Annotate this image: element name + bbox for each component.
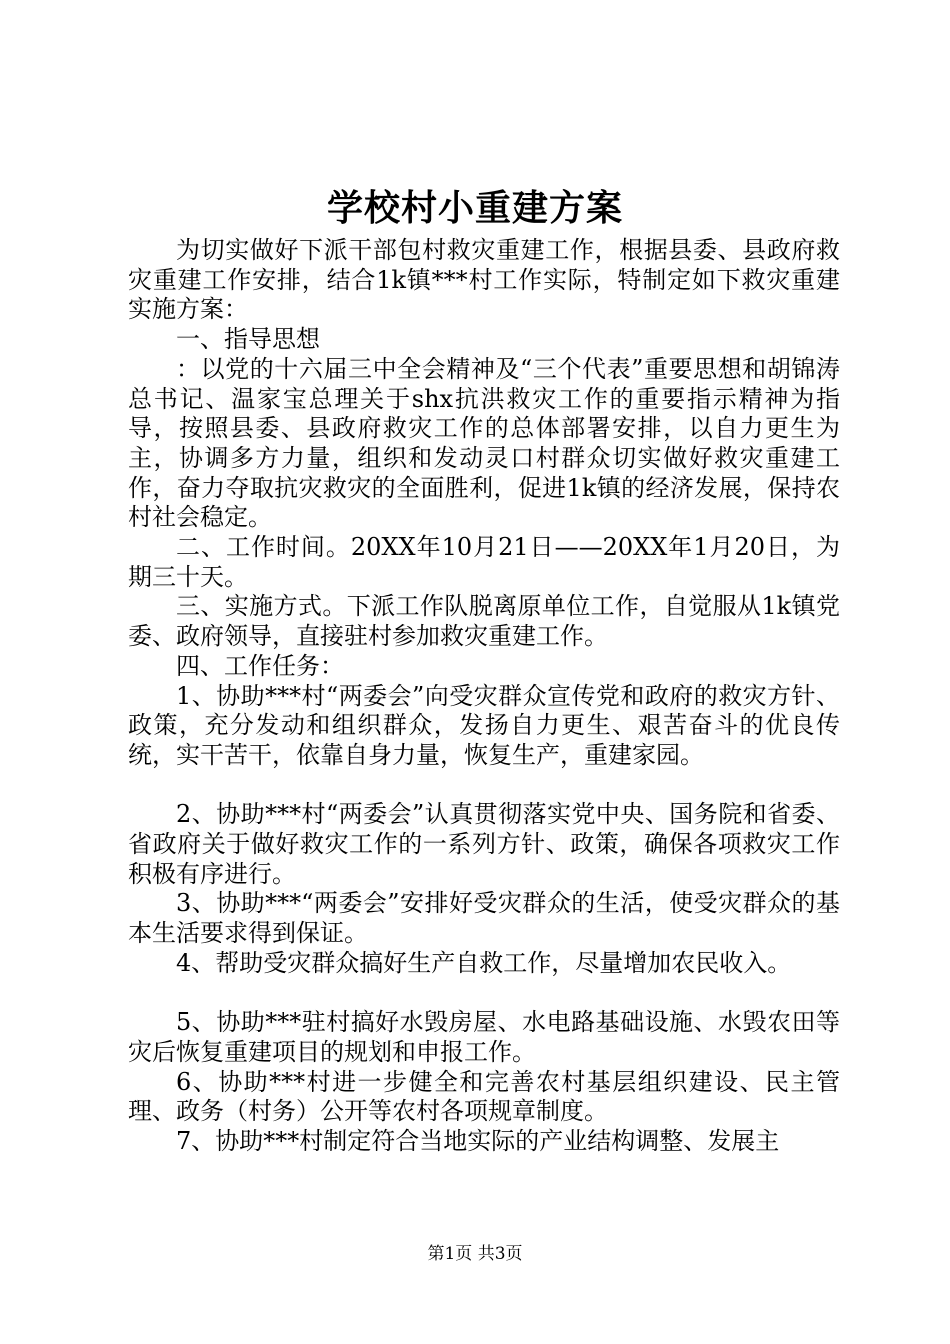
paragraph-intro: 为切实做好下派干部包村救灾重建工作，根据县委、县政府救灾重建工作安排，结合1k镇***村工作实际，特制定如下救灾重建实施方案： xyxy=(128,236,840,324)
task-item-6: 6、协助***村进一步健全和完善农村基层组织建设、民主管理、政务（村务）公开等农村各项规章制度。 xyxy=(128,1067,840,1126)
paragraph-guiding-ideology: ：以党的十六届三中全会精神及“三个代表”重要思想和胡锦涛总书记、温家宝总理关于shx抗洪救灾工作的重要指示精神为指导，按照县委、县政府救灾工作的总体部署安排，以自力更生为主，协调多方力量，组织和发动灵口村群众切实做好救灾重建工作，奋力夺取抗灾救灾的全面胜利，促进1k镇的经济发展，保持农村社会稳定。 xyxy=(128,354,840,532)
page-footer: 第1页 共3页 xyxy=(427,1244,523,1264)
task-item-1: 1、协助***村“两委会”向受灾群众宣传党和政府的救灾方针、政策，充分发动和组织群众，发扬自力更生、艰苦奋斗的优良传统，实干苦干，依靠自身力量，恢复生产，重建家园。 xyxy=(128,681,840,769)
task-item-3: 3、协助***“两委会”安排好受灾群众的生活，使受灾群众的基本生活要求得到保证。 xyxy=(128,889,840,948)
task-item-4: 4、帮助受灾群众搞好生产自救工作，尽量增加农民收入。 xyxy=(176,948,792,977)
paragraph-work-time: 二、工作时间。20XX年10月21日——20XX年1月20日，为期三十天。 xyxy=(128,533,840,591)
heading-work-tasks: 四、工作任务： xyxy=(176,651,344,680)
document-title: 学校村小重建方案 xyxy=(326,187,623,229)
task-item-2: 2、协助***村“两委会”认真贯彻落实党中央、国务院和省委、省政府关于做好救灾工作的一系列方针、政策，确保各项救灾工作积极有序进行。 xyxy=(128,800,840,888)
task-item-5: 5、协助***驻村搞好水毁房屋、水电路基础设施、水毁农田等灾后恢复重建项目的规划和申报工作。 xyxy=(128,1008,840,1066)
document-body xyxy=(128,236,840,1157)
task-item-7: 7、协助***村制定符合当地实际的产业结构调整、发展主 xyxy=(176,1127,780,1156)
heading-guiding-ideology: 一、指导思想 xyxy=(176,325,320,354)
paragraph-implementation: 三、实施方式。下派工作队脱离原单位工作，自觉服从1k镇党委、政府领导，直接驻村参加救灾重建工作。 xyxy=(128,592,840,651)
